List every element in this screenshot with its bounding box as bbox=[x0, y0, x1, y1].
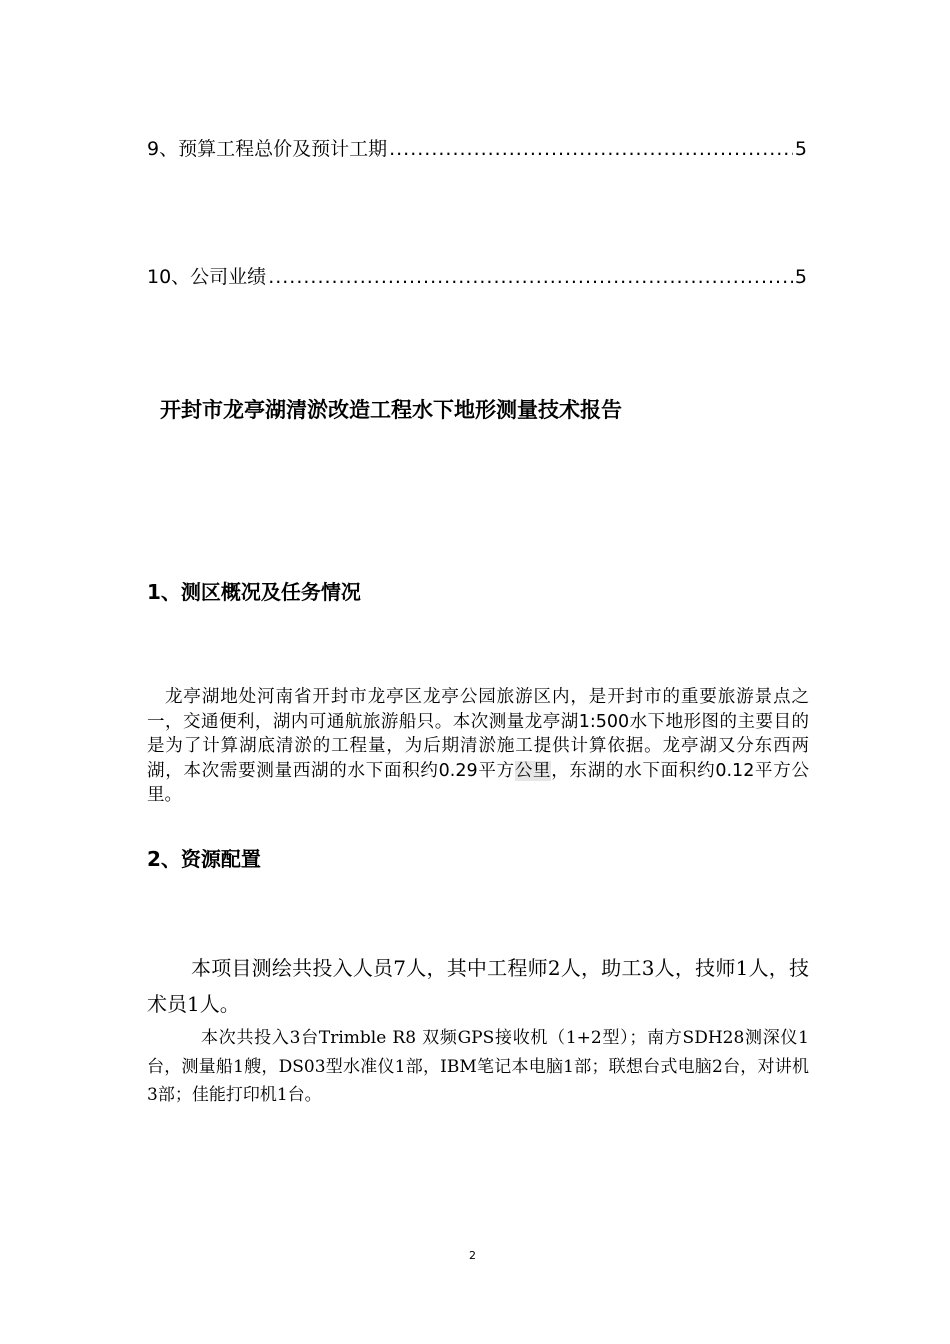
document-title: 开封市龙亭湖清淤改造工程水下地形测量技术报告 bbox=[160, 398, 622, 422]
toc-entry-page: 5 bbox=[794, 266, 807, 288]
toc-entry-label: 10、公司业绩 bbox=[147, 266, 267, 288]
section-1-paragraph bbox=[147, 685, 809, 808]
staffing-paragraph: 本项目测绘共投入人员7人，其中工程师2人，助工3人，技师1人，技术员1人。 bbox=[147, 956, 809, 1016]
page-number: 2 bbox=[469, 1249, 476, 1262]
toc-entry[interactable] bbox=[147, 265, 807, 289]
equipment-paragraph: 本次共投入3台Trimble R8 双频GPS接收机（1+2型）；南方SDH28测深仪1台，测量船1艘，DS03型水准仪1部，IBM笔记本电脑1部；联想台式电脑2台，对讲机3部；佳能打印机1台。 bbox=[147, 1028, 809, 1105]
toc-entry-label: 9、预算工程总价及预计工期 bbox=[147, 138, 388, 160]
section-heading-1: 1、测区概况及任务情况 bbox=[147, 580, 361, 604]
paragraph-text: 龙亭湖地处河南省开封市龙亭区龙亭公园旅游区内，是开封市的重要旅游景点之一，交通便利，湖内可通航旅游船只。本次测量龙亭湖1:500水下地形图的主要目的是为了计算湖底清淤的工程量，为后期清淤施工提供计算依据。龙亭湖又分东西两湖，本次需要测量西湖的水下面积约0.29平方 bbox=[147, 687, 809, 781]
section-heading-2: 2、资源配置 bbox=[147, 847, 261, 871]
toc-leader-dots bbox=[268, 265, 793, 289]
toc-entry[interactable] bbox=[147, 137, 807, 161]
toc-entry-page: 5 bbox=[794, 138, 807, 160]
highlighted-text: 公里 bbox=[514, 760, 552, 781]
paragraph-text: ，东湖的水下面积约0.12平方公里。 bbox=[147, 760, 810, 805]
toc-leader-dots bbox=[389, 137, 793, 161]
